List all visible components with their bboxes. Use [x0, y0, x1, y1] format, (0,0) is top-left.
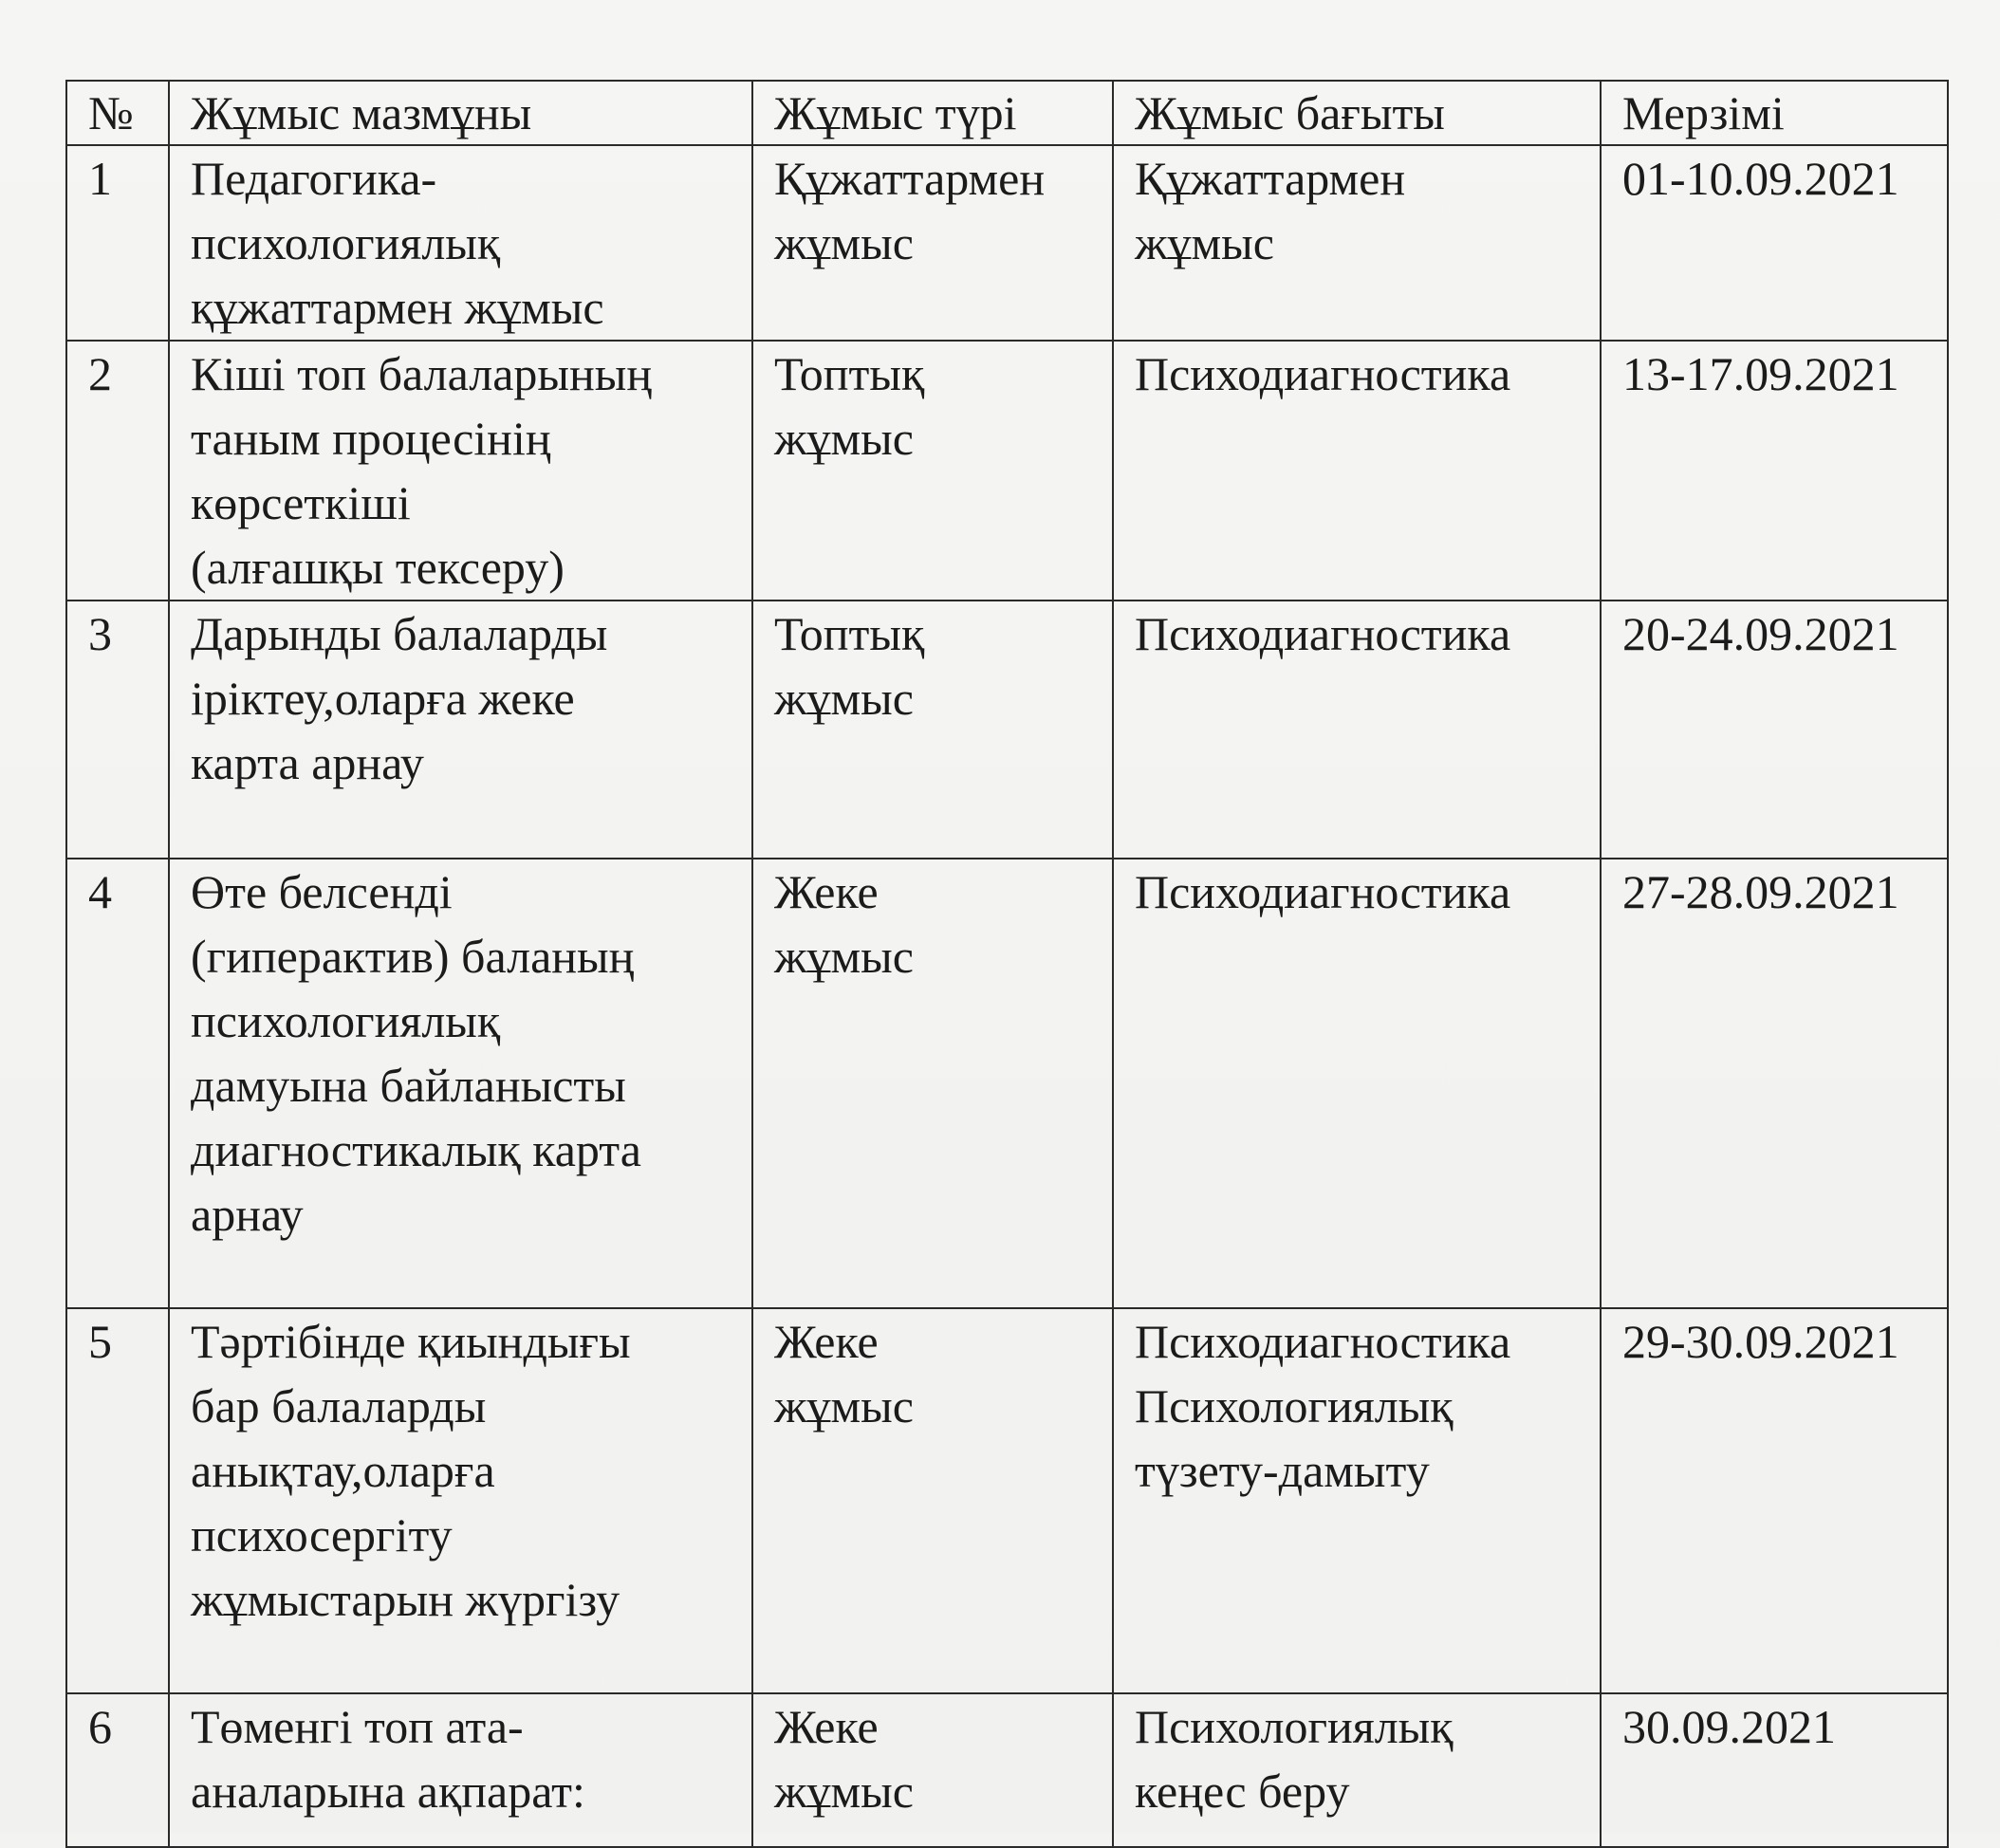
work-plan-table: [65, 80, 1949, 1848]
cell-content: Өте белсенді (гиперактив) баланың психологиялық дамуына байланысты диагностикалық карта арнау: [169, 859, 752, 1308]
cell-date: 13-17.09.2021: [1601, 341, 1948, 601]
cell-direction: Психодиагностика: [1113, 859, 1601, 1308]
cell-number: 3: [66, 601, 169, 859]
cell-content: Кіші топ балаларының таным процесінің көрсеткіші (алғашқы тексеру): [169, 341, 752, 601]
table-row: [66, 145, 1948, 341]
cell-number: 2: [66, 341, 169, 601]
cell-type: Жеке жұмыс: [752, 859, 1113, 1308]
cell-direction: Психодиагностика Психологиялық түзету-дамыту: [1113, 1308, 1601, 1693]
cell-number: 5: [66, 1308, 169, 1693]
table-row: [66, 341, 1948, 601]
cell-content: Педагогика- психологиялық құжаттармен жұмыс: [169, 145, 752, 341]
table-row: [66, 601, 1948, 859]
cell-type: Топтық жұмыс: [752, 341, 1113, 601]
cell-content: Тәртібінде қиындығы бар балаларды анықтау,оларға психосергіту жұмыстарын жүргізу: [169, 1308, 752, 1693]
header-work-direction: Жұмыс бағыты: [1113, 81, 1601, 145]
header-deadline: Мерзімі: [1601, 81, 1948, 145]
cell-content: Дарынды балаларды іріктеу,оларға жеке карта арнау: [169, 601, 752, 859]
cell-date: 27-28.09.2021: [1601, 859, 1948, 1308]
cell-direction: Құжаттармен жұмыс: [1113, 145, 1601, 341]
cell-date: 01-10.09.2021: [1601, 145, 1948, 341]
table-row: [66, 1693, 1948, 1847]
cell-date: 20-24.09.2021: [1601, 601, 1948, 859]
table-row: [66, 859, 1948, 1308]
cell-direction: Психологиялық кеңес беру: [1113, 1693, 1601, 1847]
cell-number: 4: [66, 859, 169, 1308]
cell-number: 6: [66, 1693, 169, 1847]
header-number: №: [66, 81, 169, 145]
cell-direction: Психодиагностика: [1113, 601, 1601, 859]
cell-date: 29-30.09.2021: [1601, 1308, 1948, 1693]
header-work-type: Жұмыс түрі: [752, 81, 1113, 145]
cell-number: 1: [66, 145, 169, 341]
cell-type: Жеке жұмыс: [752, 1308, 1113, 1693]
table-header-row: [66, 81, 1948, 145]
table-row: [66, 1308, 1948, 1693]
cell-type: Жеке жұмыс: [752, 1693, 1113, 1847]
header-work-content: Жұмыс мазмұны: [169, 81, 752, 145]
cell-date: 30.09.2021: [1601, 1693, 1948, 1847]
cell-type: Топтық жұмыс: [752, 601, 1113, 859]
cell-direction: Психодиагностика: [1113, 341, 1601, 601]
cell-type: Құжаттармен жұмыс: [752, 145, 1113, 341]
cell-content: Төменгі топ ата- аналарына ақпарат:: [169, 1693, 752, 1847]
